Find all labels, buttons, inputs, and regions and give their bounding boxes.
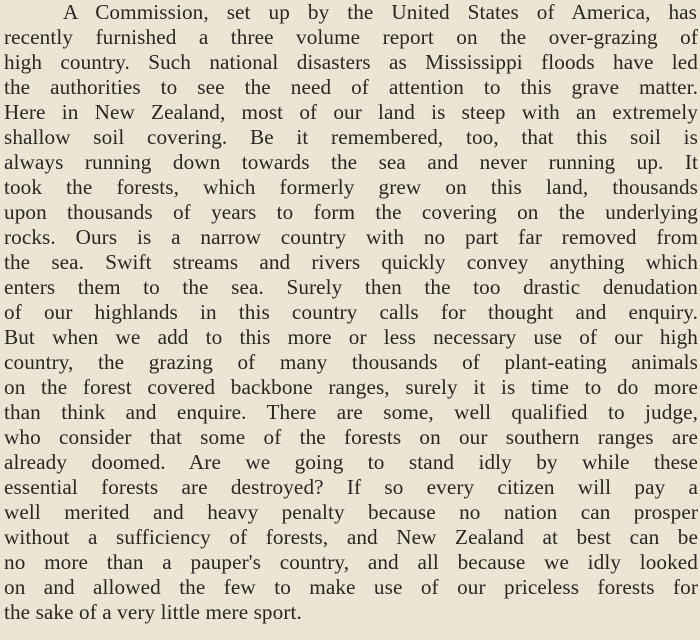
text-line: upon thousands of years to form the covering on the underlying: [4, 200, 698, 224]
text-line: on and allowed the few to make use of our priceless forests for: [4, 575, 698, 599]
text-line: no more than a pauper's country, and all because we idly looked: [4, 550, 698, 574]
text-line: recently furnished a three volume report on the over-grazing of: [4, 25, 698, 49]
text-line: than think and enquire. There are some, well qualified to judge,: [4, 400, 698, 424]
text-line: essential forests are destroyed? If so every citizen will pay a: [4, 475, 698, 499]
text-line: enters them to the sea. Surely then the too drastic denudation: [4, 275, 698, 299]
text-line: Here in New Zealand, most of our land is steep with an extremely: [4, 100, 698, 124]
text-line: country, the grazing of many thousands of plant-eating animals: [4, 350, 698, 374]
text-line: rocks. Ours is a narrow country with no part far removed from: [4, 225, 698, 249]
text-line: well merited and heavy penalty because no nation can prosper: [4, 500, 698, 524]
text-line: the sake of a very little mere sport.: [4, 600, 302, 624]
text-line: who consider that some of the forests on our southern ranges are: [4, 425, 698, 449]
text-line: on the forest covered backbone ranges, surely it is time to do more: [4, 375, 698, 399]
text-line: the authorities to see the need of attention to this grave matter.: [4, 75, 698, 99]
text-line: But when we add to this more or less necessary use of our high: [4, 325, 698, 349]
text-line: high country. Such national disasters as Mississippi floods have led: [4, 50, 698, 74]
text-line: A Commission, set up by the United States of America, has: [63, 0, 697, 24]
text-line: of our highlands in this country calls for thought and enquiry.: [4, 300, 698, 324]
text-line: already doomed. Are we going to stand idly by while these: [4, 450, 698, 474]
text-line: without a sufficiency of forests, and New Zealand at best can be: [4, 525, 698, 549]
text-line: the sea. Swift streams and rivers quickly convey anything which: [4, 250, 698, 274]
text-line: shallow soil covering. Be it remembered, too, that this soil is: [4, 125, 698, 149]
text-line: took the forests, which formerly grew on this land, thousands: [4, 175, 698, 199]
text-line: always running down towards the sea and never running up. It: [4, 150, 698, 174]
